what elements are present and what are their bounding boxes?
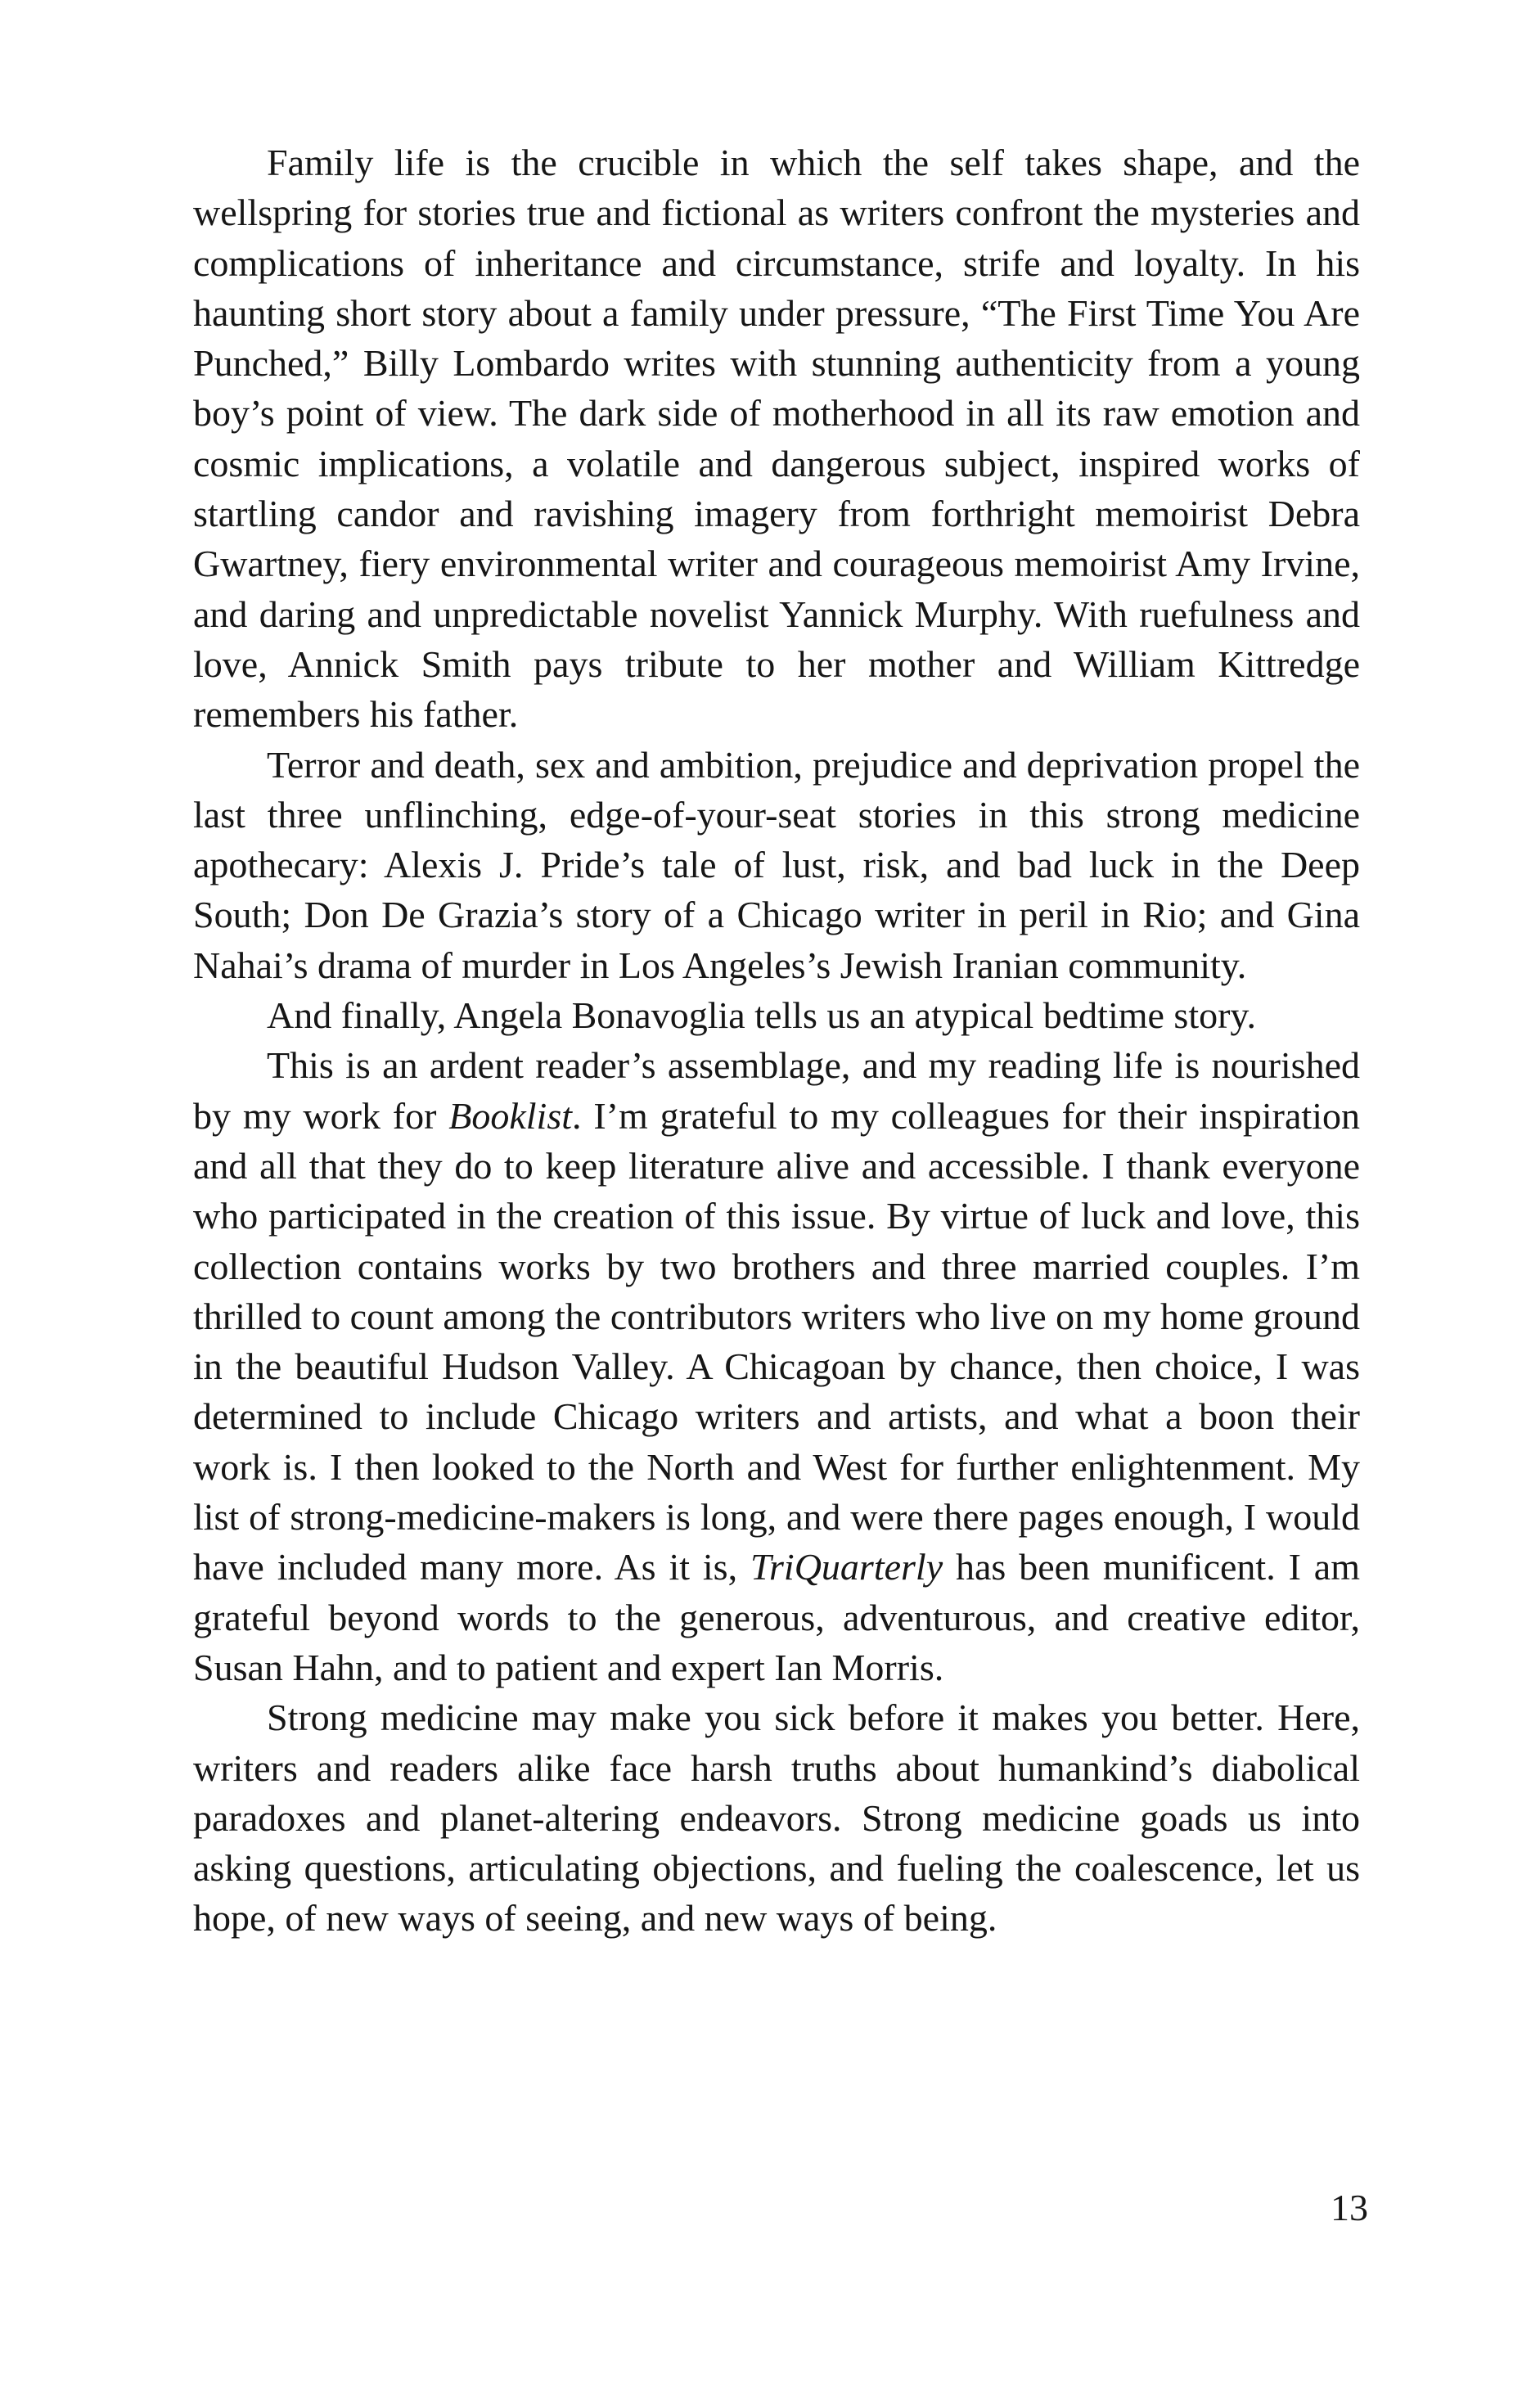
triquarterly-title: TriQuarterly: [750, 1546, 943, 1588]
paragraph-bedtime-story: And finally, Angela Bonavoglia tells us an atypical bedtime story.: [267, 994, 1256, 1037]
paragraph-strong-medicine: Strong medicine may make you sick before it makes you better. Here, writers and readers alike face harsh truths about humankind’s diabolical paradoxes and planet-altering endeavors. Strong medicine goads us into asking questions, articulating objections, and fueling the coalescence, let us hope, of new ways of seeing, and new ways of being.: [193, 1696, 1360, 1940]
page-number: 13: [1331, 2187, 1368, 2228]
paragraph-ardent-reader: [193, 1040, 1360, 1692]
paragraph-ardent-reader-part2: . I’m grateful to my colleagues for their inspiration and all that they do to keep literature alive and accessible. I thank everyone who participated in the creation of this issue. By virtue of luck and love, this collection contains works by two brothers and three married couples. I’m thrilled to count among the contributors writers who live on my home ground in the beautiful Hudson Valley. A Chicagoan by chance, then choice, I was determined to include Chicago writers and artists, and what a boon their work is. I then looked to the North and West for further enlightenment. My list of strong-medicine-makers is long, and were there pages enough, I would have included many more. As it is,: [193, 1094, 1360, 1588]
paragraph-ardent-reader-part3: has been munificent. I am grateful beyond words to the generous, adventurous, and creative editor, Susan Hahn, and to patient and expert Ian Morris.: [193, 1546, 1360, 1688]
body-text: [193, 137, 1360, 1944]
paragraph-ardent-reader-part1: This is an ardent reader’s assemblage, and my reading life is nourished by my work for: [193, 1044, 1360, 1137]
booklist-title: Booklist: [448, 1094, 573, 1137]
paragraph-family-life: Family life is the crucible in which the self takes shape, and the wellspring for stories true and fictional as writers confront the mysteries and complications of inheritance and circumstance, strife and loyalty. In his haunting short story about a family under pressure, “The First Time You Are Punched,” Billy Lombardo writes with stunning authenticity from a young boy’s point of view. The dark side of motherhood in all its raw emotion and cosmic implications, a volatile and dangerous subject, inspired works of startling candor and ravishing imagery from forthright memoirist Debra Gwartney, fiery environmental writer and courageous memoirist Amy Irvine, and daring and unpredictable novelist Yannick Murphy. With ruefulness and love, Annick Smith pays tribute to her mother and William Kittredge remembers his father.: [193, 142, 1360, 736]
paragraph-terror-and-death: Terror and death, sex and ambition, prejudice and deprivation propel the last three unflinching, edge-of-your-seat stories in this strong medicine apothecary: Alexis J. Pride’s tale of lust, risk, and bad luck in the Deep South; Don De Grazia’s story of a Chicago writer in peril in Rio; and Gina Nahai’s drama of murder in Los Angeles’s Jewish Iranian community.: [193, 743, 1360, 986]
